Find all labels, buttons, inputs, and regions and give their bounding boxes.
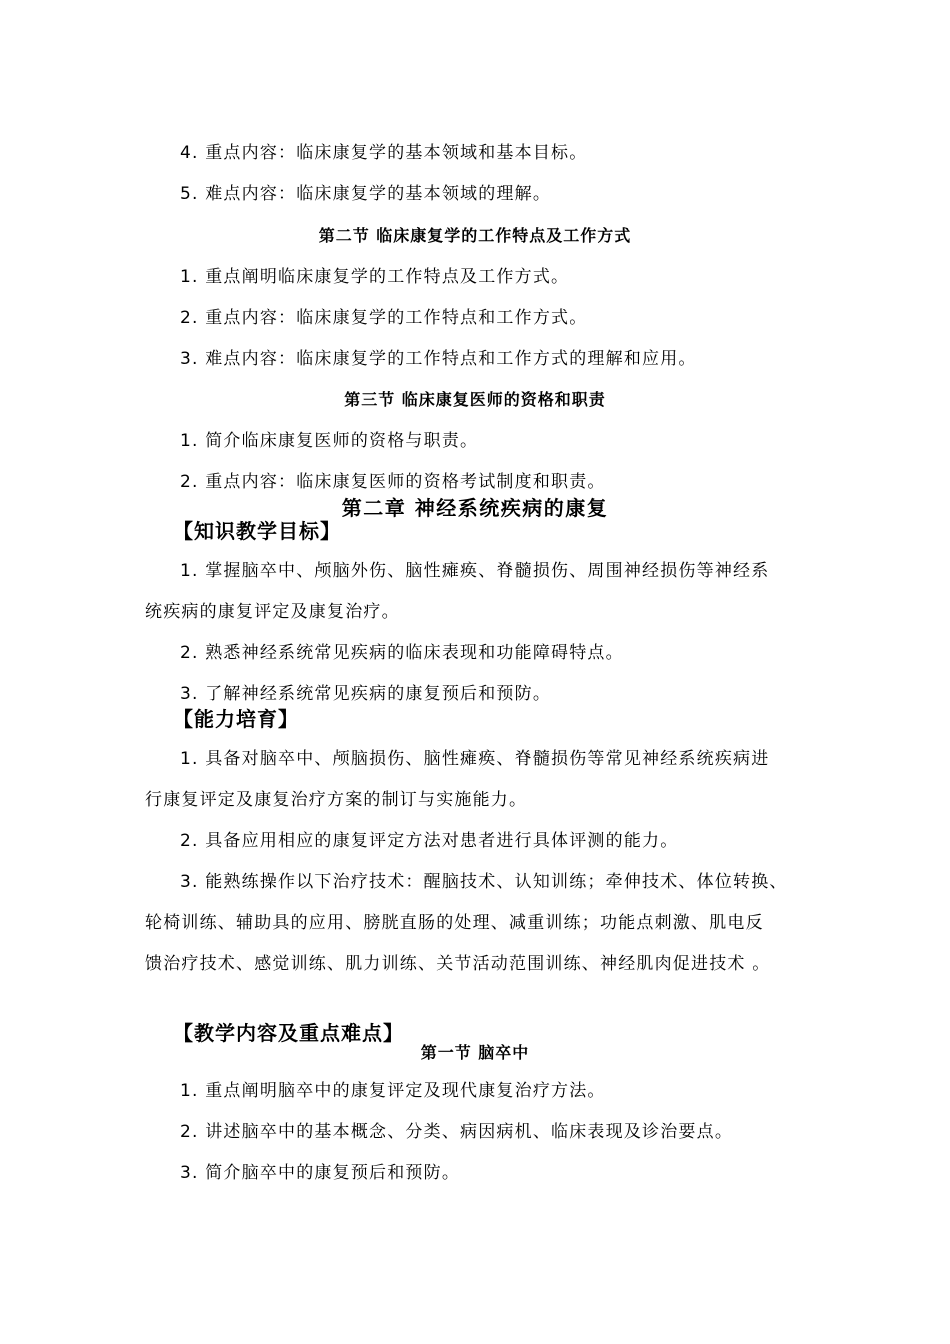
heading-knowledge-goals: 【知识教学目标】: [173, 519, 341, 543]
paragraph-line: 2. 重点内容：临床康复学的工作特点和工作方式。: [180, 308, 588, 328]
paragraph-line: 1. 重点阐明脑卒中的康复评定及现代康复治疗方法。: [180, 1081, 606, 1101]
heading-ability: 【能力培育】: [173, 707, 299, 731]
paragraph-line: 2. 具备应用相应的康复评定方法对患者进行具体评测的能力。: [180, 831, 679, 851]
chapter-title: 第二章 神经系统疾病的康复: [341, 496, 609, 520]
section-title: 第一节 脑卒中: [420, 1043, 530, 1062]
paragraph-line: 1. 重点阐明临床康复学的工作特点及工作方式。: [180, 267, 570, 287]
paragraph-line: 1. 具备对脑卒中、颅脑损伤、脑性瘫痪、脊髓损伤等常见神经系统疾病进: [180, 749, 770, 769]
paragraph-line: 3. 难点内容：临床康复学的工作特点和工作方式的理解和应用。: [180, 349, 697, 369]
paragraph-line: 5. 难点内容：临床康复学的基本领域的理解。: [180, 184, 552, 204]
paragraph-line: 2. 重点内容：临床康复医师的资格考试制度和职责。: [180, 472, 606, 492]
paragraph-line: 2. 讲述脑卒中的基本概念、分类、病因病机、临床表现及诊治要点。: [180, 1122, 734, 1142]
paragraph-line: 1. 掌握脑卒中、颅脑外伤、脑性瘫痪、脊髓损伤、周围神经损伤等神经系: [180, 561, 770, 581]
paragraph-line: 统疾病的康复评定及康复治疗。: [145, 602, 400, 622]
paragraph-line: 3. 了解神经系统常见疾病的康复预后和预防。: [180, 684, 552, 704]
paragraph-line: 轮椅训练、辅助具的应用、膀胱直肠的处理、减重训练；功能点刺激、肌电反: [145, 913, 764, 933]
paragraph-line: 馈治疗技术、感觉训练、肌力训练、关节活动范围训练、神经肌肉促进技术 。: [145, 954, 771, 974]
section-title: 第三节 临床康复医师的资格和职责: [344, 390, 606, 409]
paragraph-line: 2. 熟悉神经系统常见疾病的临床表现和功能障碍特点。: [180, 643, 624, 663]
paragraph-line: 行康复评定及康复治疗方案的制订与实施能力。: [145, 790, 528, 810]
paragraph-line: 1. 简介临床康复医师的资格与职责。: [180, 431, 479, 451]
paragraph-line: 4. 重点内容：临床康复学的基本领域和基本目标。: [180, 143, 588, 163]
section-title: 第二节 临床康复学的工作特点及工作方式: [318, 226, 632, 245]
paragraph-line: 3. 简介脑卒中的康复预后和预防。: [180, 1163, 461, 1183]
heading-teaching-content: 【教学内容及重点难点】: [173, 1021, 404, 1045]
paragraph-line: 3. 能熟练操作以下治疗技术：醒脑技术、认知训练；牵伸技术、体位转换、: [180, 872, 788, 892]
